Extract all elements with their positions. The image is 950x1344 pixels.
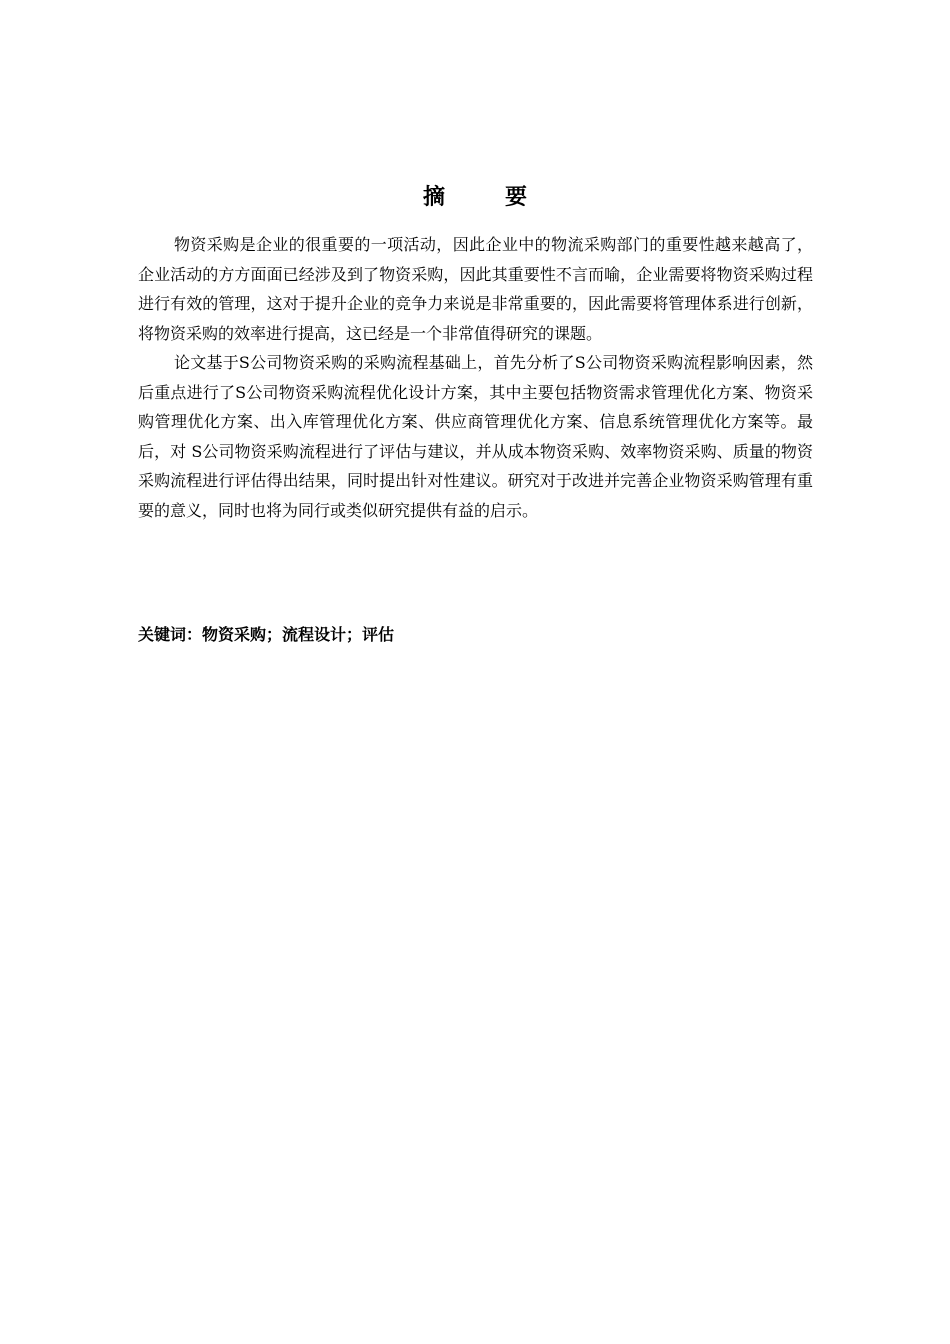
abstract-title: 摘要	[422, 185, 587, 210]
abstract-paragraph-1: 物资采购是企业的很重要的一项活动，因此企业中的物流采购部门的重要性越来越高了，企业活动的方方面面已经涉及到了物资采购，因此其重要性不言而喻，企业需要将物资采购过程进行有效的管理，这对于提升企业的竞争力来说是非常重要的，因此需要将管理体系进行创新，将物资采购的效率进行提高，这已经是一个非常值得研究的课题。	[138, 235, 813, 343]
abstract-paragraph-2: 论文基于S公司物资采购的采购流程基础上，首先分析了S公司物资采购流程影响因素，然后重点进行了S公司物资采购流程优化设计方案，其中主要包括物资需求管理优化方案、物资采购管理优化方案、出入库管理优化方案、供应商管理优化方案、信息系统管理优化方案等。最后，对 S公司物资采购流程进行了评估与建议，并从成本物资采购、效率物资采购、质量的物资采购流程进行评估得出结果，同时提出针对性建议。研究对于改进并完善企业物资采购管理有重要的意义，同时也将为同行或类似研究提供有益的启示。	[138, 353, 813, 520]
keywords-line: 关键词：物资采购；流程设计；评估	[138, 625, 395, 644]
abstract-body	[138, 230, 813, 525]
